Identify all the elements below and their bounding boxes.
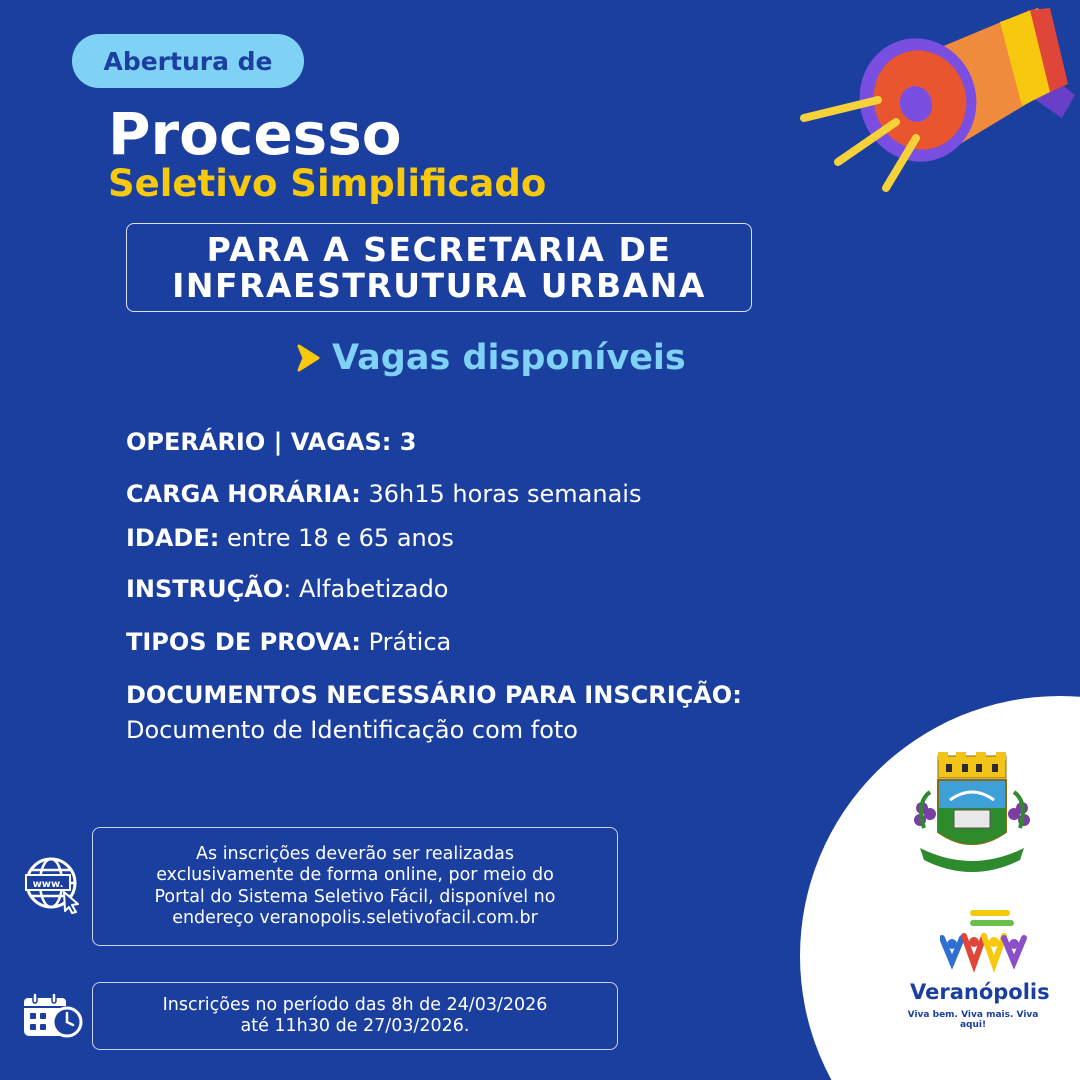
registration-period-notice <box>92 982 618 1050</box>
workload-value: 36h15 horas semanais <box>360 480 642 508</box>
online-registration-notice <box>92 827 618 946</box>
coat-of-arms <box>910 752 1034 878</box>
period-line-2: até 11h30 de 27/03/2026. <box>240 1016 470 1036</box>
department-line-1: PARA A SECRETARIA DE <box>206 229 672 269</box>
notice-line-4: endereço veranopolis.seletivofacil.com.br <box>172 907 538 928</box>
workload-label: CARGA HORÁRIA: <box>126 480 361 508</box>
documents-value: Documento de Identificação com foto <box>126 715 578 744</box>
department-line-2: INFRAESTRUTURA URBANA <box>172 265 706 305</box>
workload-line <box>126 480 641 508</box>
period-line-1: Inscrições no período das 8h de 24/03/2026 <box>162 994 548 1015</box>
globe-cursor-icon <box>24 856 82 914</box>
vacancies-heading <box>296 338 686 378</box>
city-logo-name: Veranópolis <box>910 980 1050 1004</box>
title-process: Processo <box>108 100 402 168</box>
megaphone-icon <box>800 0 1080 200</box>
exam-type-value: Prática <box>361 628 452 656</box>
notice-line-2: exclusivamente de forma online, por meio do <box>156 865 554 886</box>
exam-type-label: TIPOS DE PROVA: <box>126 628 361 656</box>
documents-line <box>126 678 742 748</box>
education-line <box>126 575 449 603</box>
documents-label: DOCUMENTOS NECESSÁRIO PARA INSCRIÇÃO: <box>126 681 742 709</box>
exam-type-line <box>126 628 451 656</box>
notice-line-3: Portal do Sistema Seletivo Fácil, disponível no <box>154 886 556 907</box>
notice-line-1: As inscrições deverão ser realizadas <box>196 843 514 864</box>
education-label: INSTRUÇÃO <box>126 575 284 603</box>
age-value: entre 18 e 65 anos <box>219 524 454 552</box>
city-logo <box>940 908 1028 978</box>
city-logo-tagline: Viva bem. Viva mais. Viva aqui! <box>907 1010 1039 1030</box>
job-title-text: OPERÁRIO | VAGAS: 3 <box>126 428 417 456</box>
calendar-clock-icon <box>22 992 84 1038</box>
chevron-right-icon <box>296 343 322 373</box>
department-box <box>126 223 752 312</box>
education-value: : Alfabetizado <box>283 575 449 603</box>
age-label: IDADE: <box>126 524 220 552</box>
web-icon-text: www. <box>32 879 64 890</box>
title-selective: Seletivo Simplificado <box>108 162 547 205</box>
opening-badge-label: Abertura de <box>103 46 273 76</box>
opening-badge <box>72 34 304 88</box>
age-line <box>126 524 454 552</box>
job-title <box>126 428 416 456</box>
vacancies-heading-text: Vagas disponíveis <box>332 338 686 378</box>
